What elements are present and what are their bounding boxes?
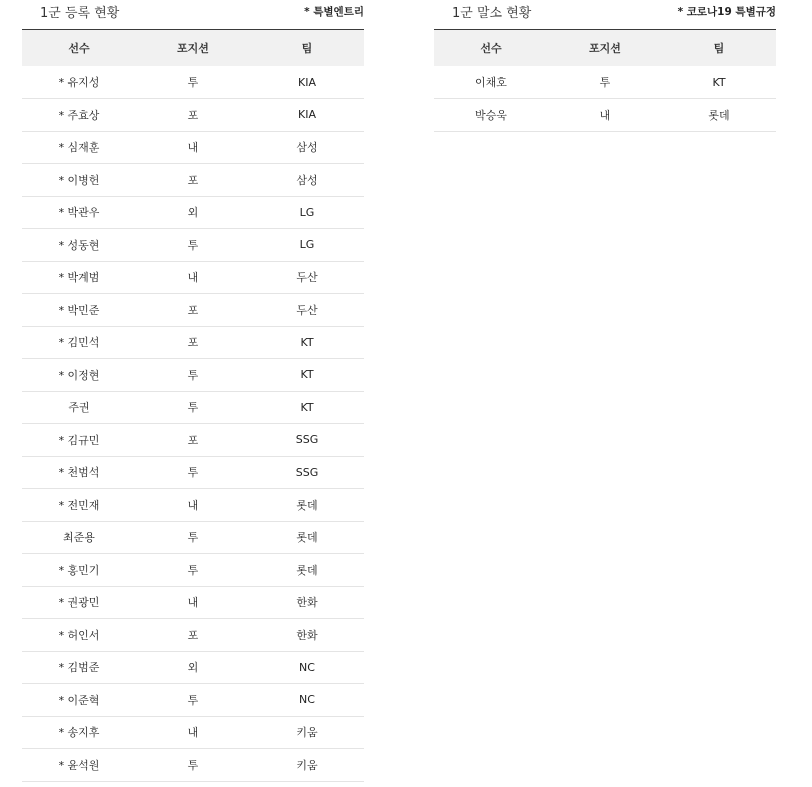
deregistered-note: * 코로나19 특별규정 (677, 6, 776, 18)
position-cell: 포 (136, 619, 250, 652)
team-cell: NC (250, 684, 364, 717)
position-cell: 투 (136, 521, 250, 554)
registered-header-row (22, 30, 364, 67)
table-row (22, 749, 364, 782)
table-row (22, 66, 364, 99)
player-cell: * 이준혁 (22, 684, 136, 717)
team-cell: 롯데 (250, 489, 364, 522)
table-row (22, 261, 364, 294)
player-cell: * 성동현 (22, 229, 136, 262)
team-cell: 키움 (250, 749, 364, 782)
team-cell: KT (250, 326, 364, 359)
player-cell: * 심재훈 (22, 131, 136, 164)
column-header-player: 선수 (22, 30, 136, 67)
table-row (434, 99, 776, 132)
table-row (22, 424, 364, 457)
position-cell: 내 (136, 716, 250, 749)
position-cell: 투 (136, 66, 250, 99)
table-row (22, 684, 364, 717)
player-cell: * 이정현 (22, 359, 136, 392)
position-cell: 투 (136, 359, 250, 392)
column-header-team: 팀 (662, 30, 776, 67)
player-cell: * 천범석 (22, 456, 136, 489)
team-cell: 두산 (250, 294, 364, 327)
registered-header (22, 0, 364, 29)
table-row (22, 99, 364, 132)
position-cell: 포 (136, 99, 250, 132)
team-cell: KT (662, 66, 776, 99)
registered-title: 1군 등록 현황 (40, 6, 120, 21)
table-row (22, 229, 364, 262)
position-cell: 투 (548, 66, 662, 99)
player-cell: * 박계범 (22, 261, 136, 294)
deregistered-panel (434, 0, 776, 132)
player-cell: * 이병헌 (22, 164, 136, 197)
table-row (22, 619, 364, 652)
player-cell: * 송지후 (22, 716, 136, 749)
team-cell: 삼성 (250, 131, 364, 164)
team-cell: SSG (250, 456, 364, 489)
player-cell: * 김범준 (22, 651, 136, 684)
position-cell: 포 (136, 326, 250, 359)
position-cell: 투 (136, 554, 250, 587)
position-cell: 포 (136, 164, 250, 197)
player-cell: 이채호 (434, 66, 548, 99)
team-cell: 삼성 (250, 164, 364, 197)
player-cell: 최준용 (22, 521, 136, 554)
team-cell: 키움 (250, 716, 364, 749)
position-cell: 포 (136, 424, 250, 457)
player-cell: * 김민석 (22, 326, 136, 359)
position-cell: 내 (136, 261, 250, 294)
team-cell: KT (250, 391, 364, 424)
deregistered-table (434, 29, 776, 132)
team-cell: 롯데 (250, 521, 364, 554)
team-cell: 롯데 (250, 554, 364, 587)
deregistered-header (434, 0, 776, 29)
table-row (22, 391, 364, 424)
position-cell: 내 (136, 489, 250, 522)
team-cell: KIA (250, 66, 364, 99)
team-cell: KT (250, 359, 364, 392)
position-cell: 내 (136, 586, 250, 619)
table-row (434, 66, 776, 99)
table-row (22, 294, 364, 327)
player-cell: * 전민재 (22, 489, 136, 522)
player-cell: * 윤석원 (22, 749, 136, 782)
table-row (22, 359, 364, 392)
player-cell: * 박관우 (22, 196, 136, 229)
column-header-team: 팀 (250, 30, 364, 67)
deregistered-header-row (434, 30, 776, 67)
team-cell: 두산 (250, 261, 364, 294)
table-row (22, 554, 364, 587)
table-row (22, 326, 364, 359)
table-row (22, 164, 364, 197)
table-row (22, 586, 364, 619)
team-cell: 롯데 (662, 99, 776, 132)
team-cell: LG (250, 229, 364, 262)
table-row (22, 489, 364, 522)
registered-note: * 특별엔트리 (304, 6, 364, 18)
registered-panel (22, 0, 364, 782)
position-cell: 투 (136, 749, 250, 782)
position-cell: 내 (136, 131, 250, 164)
table-row (22, 716, 364, 749)
position-cell: 내 (548, 99, 662, 132)
column-header-position: 포지션 (548, 30, 662, 67)
table-row (22, 456, 364, 489)
position-cell: 투 (136, 456, 250, 489)
registered-table (22, 29, 364, 782)
position-cell: 외 (136, 196, 250, 229)
column-header-player: 선수 (434, 30, 548, 67)
player-cell: * 권광민 (22, 586, 136, 619)
table-row (22, 196, 364, 229)
table-row (22, 521, 364, 554)
player-cell: * 유지성 (22, 66, 136, 99)
player-cell: * 박민준 (22, 294, 136, 327)
position-cell: 투 (136, 229, 250, 262)
team-cell: SSG (250, 424, 364, 457)
table-row (22, 651, 364, 684)
team-cell: 한화 (250, 586, 364, 619)
deregistered-title: 1군 말소 현황 (452, 6, 532, 21)
player-cell: 박승욱 (434, 99, 548, 132)
player-cell: * 홍민기 (22, 554, 136, 587)
team-cell: LG (250, 196, 364, 229)
team-cell: KIA (250, 99, 364, 132)
column-header-position: 포지션 (136, 30, 250, 67)
player-cell: * 김규민 (22, 424, 136, 457)
table-row (22, 131, 364, 164)
position-cell: 투 (136, 684, 250, 717)
position-cell: 포 (136, 294, 250, 327)
player-cell: 주권 (22, 391, 136, 424)
player-cell: * 주효상 (22, 99, 136, 132)
team-cell: 한화 (250, 619, 364, 652)
position-cell: 외 (136, 651, 250, 684)
team-cell: NC (250, 651, 364, 684)
player-cell: * 허인서 (22, 619, 136, 652)
position-cell: 투 (136, 391, 250, 424)
